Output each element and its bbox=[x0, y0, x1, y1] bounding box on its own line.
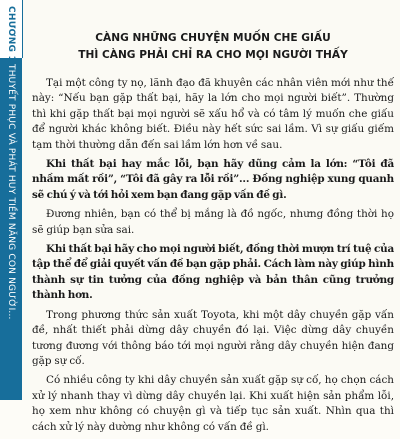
page-content bbox=[32, 8, 394, 439]
paragraph-6: Có nhiều công ty khi dây chuyền sản xuất gặp sự cố, họ chọn cách xử lý nhanh thay vì dừng dây chuyền lại. Khi xuất hiện sản phẩm lỗi, họ xem như không có chuyện gì và tiếp tục sản xuất. Nhìn qua thì cách xử lý này dường như không có vấn đề gì. bbox=[32, 374, 394, 433]
paragraph-1: Tại một công ty nọ, lãnh đạo đã khuyên các nhân viên mới như thế này: “Nếu bạn gặp thất bại, hãy la lớn cho mọi người biết”. Thường thì khi gặp thất bại mọi người sẽ xấu hổ và có tâm lý muốn che giấu để người khác không biết. Điều này hết sức sai lầm. Vì sự giấu giếm tạm thời thường dẫn đến sai lầm lớn hơn về sau. bbox=[32, 77, 394, 151]
section-heading bbox=[32, 30, 394, 64]
heading-line-2: THÌ CÀNG PHẢI CHỈ RA CHO MỌI NGƯỜI THẤY bbox=[78, 49, 348, 61]
paragraph-5: Trong phương thức sản xuất Toyota, khi một dây chuyền gặp vấn đề, nhất thiết phải dừng dây chuyền đó lại. Việc dừng dây chuyền tương đương với thông báo tới mọi người rằng dây chuyền hiện đang gặp sự cố. bbox=[32, 308, 394, 367]
paragraph-4-bold: Khi thất bại hãy cho mọi người biết, đồng thời mượn trí tuệ của tập thể để giải quyết vấn đề bạn gặp phải. Cách làm này giúp hình thành sự tin tưởng của đồng nghiệp và bản thân cũng trưởng thành hơn. bbox=[32, 243, 394, 302]
paragraph-2-bold: Khi thất bại hay mắc lỗi, bạn hãy dũng cảm la lớn: “Tôi đã nhầm mất rồi”, “Tôi đã gây ra lỗi rồi”... Đồng nghiệp xung quanh sẽ chú ý và tới hỏi xem bạn đang gặp vấn đề gì. bbox=[32, 158, 394, 201]
chapter-sidebar bbox=[0, 0, 22, 400]
paragraph-3: Đương nhiên, bạn có thể bị mắng là đồ ngốc, nhưng đồng thời họ sẽ giúp bạn sửa sai. bbox=[32, 208, 394, 236]
section-title-vertical: THUYẾT PHỤC VÀ PHÁT HUY TIỀM NĂNG CON NGƯỜI... bbox=[6, 64, 16, 320]
chapter-tab bbox=[0, 0, 23, 63]
chapter-label: CHƯƠNG 1 bbox=[6, 6, 16, 63]
heading-line-1: CÀNG NHỮNG CHUYỆN MUỐN CHE GIẤU bbox=[95, 32, 331, 44]
